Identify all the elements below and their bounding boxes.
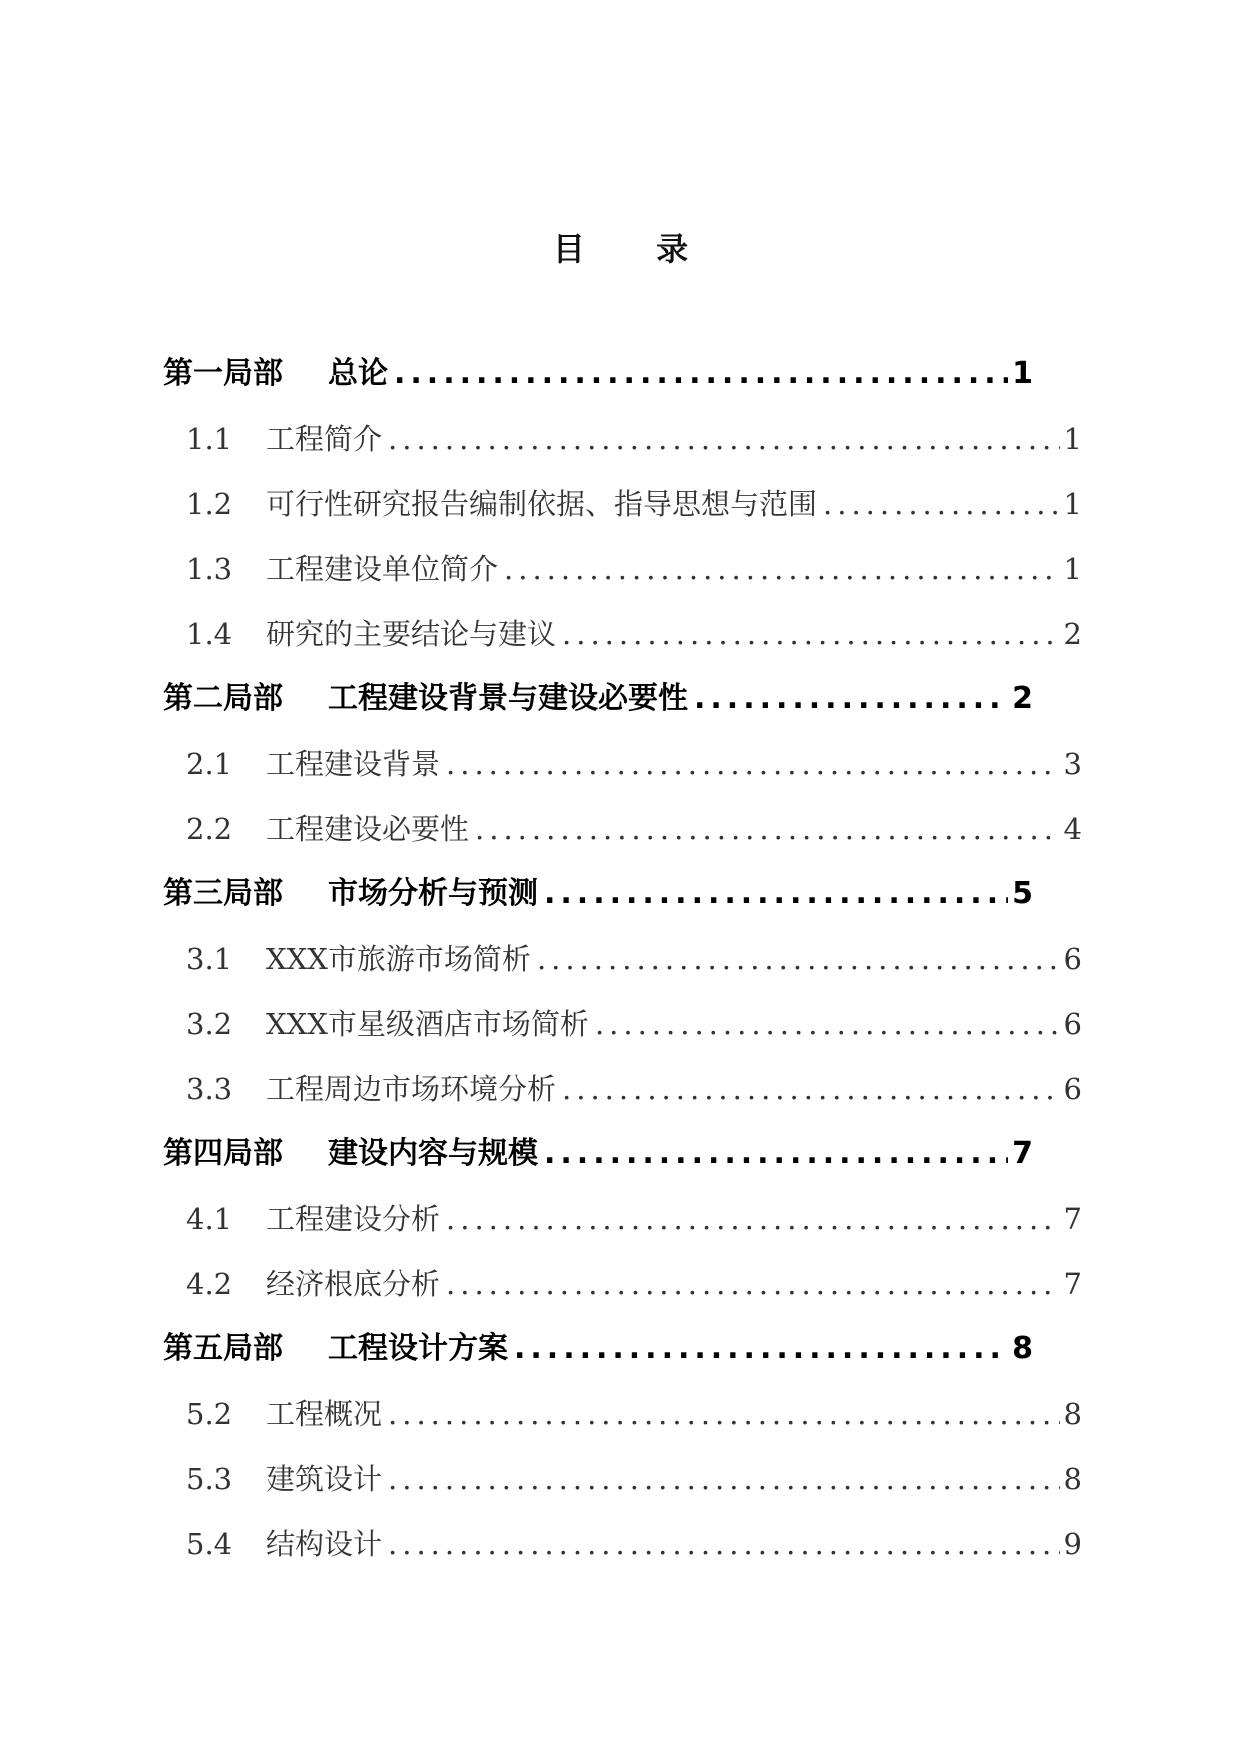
toc-entry-label: 工程建设单位简介 bbox=[266, 552, 499, 586]
toc-page-number: 1 bbox=[1063, 552, 1082, 586]
toc-page-number: 4 bbox=[1063, 812, 1082, 846]
toc-section-entry[interactable] bbox=[186, 1260, 1082, 1308]
toc-page-number: 8 bbox=[1012, 1331, 1033, 1366]
toc-dot-leader bbox=[537, 935, 1060, 983]
toc-dot-leader bbox=[388, 1520, 1060, 1568]
toc-page-number: 9 bbox=[1063, 1527, 1082, 1561]
toc-dot-leader bbox=[388, 1390, 1060, 1438]
toc-entry-number: 5.4 bbox=[186, 1527, 233, 1561]
toc-part-entry[interactable] bbox=[163, 350, 1033, 398]
toc-entry-number: 3.2 bbox=[186, 1007, 233, 1041]
toc-entry-number: 3.3 bbox=[186, 1072, 233, 1106]
toc-dot-leader bbox=[562, 610, 1060, 658]
toc-entry-label: 工程简介 bbox=[266, 422, 383, 456]
toc-dot-leader bbox=[388, 415, 1060, 463]
toc-dot-leader bbox=[514, 1325, 1008, 1373]
toc-page-number: 6 bbox=[1063, 1007, 1082, 1041]
toc-title: 目 录 bbox=[552, 230, 719, 268]
toc-entry-number: 4.2 bbox=[186, 1267, 233, 1301]
toc-entry-number: 5.2 bbox=[186, 1397, 233, 1431]
toc-entry-label: 结构设计 bbox=[266, 1527, 383, 1561]
toc-dot-leader bbox=[446, 1260, 1060, 1308]
toc-entry-label: 工程建设必要性 bbox=[266, 812, 470, 846]
toc-section-entry[interactable] bbox=[186, 935, 1082, 983]
toc-section-entry[interactable] bbox=[186, 1065, 1082, 1113]
toc-entry-label: 研究的主要结论与建议 bbox=[266, 617, 557, 651]
toc-entry-label: 工程概况 bbox=[266, 1397, 383, 1431]
toc-dot-leader bbox=[562, 1065, 1060, 1113]
toc-page-number: 2 bbox=[1063, 617, 1082, 651]
toc-page-number: 1 bbox=[1012, 356, 1033, 391]
toc-dot-leader bbox=[544, 1130, 1008, 1178]
toc-entry-number: 2.1 bbox=[186, 747, 233, 781]
toc-dot-leader bbox=[504, 545, 1060, 593]
toc-entry-label: XXX市星级酒店市场简析 bbox=[266, 1007, 589, 1041]
toc-dot-leader bbox=[694, 675, 1008, 723]
toc-entry-label: 工程设计方案 bbox=[328, 1331, 508, 1366]
toc-entry-number: 1.3 bbox=[186, 552, 233, 586]
toc-entry-label: 建设内容与规模 bbox=[328, 1136, 538, 1171]
toc-entry-label: 可行性研究报告编制依据、指导思想与范围 bbox=[266, 487, 818, 521]
toc-page-number: 6 bbox=[1063, 1072, 1082, 1106]
toc-dot-leader bbox=[475, 805, 1060, 853]
toc-page-number: 8 bbox=[1063, 1462, 1082, 1496]
toc-page-number: 1 bbox=[1063, 487, 1082, 521]
toc-entry-number: 第五局部 bbox=[163, 1331, 283, 1366]
toc-dot-leader bbox=[394, 350, 1008, 398]
toc-entry-number: 4.1 bbox=[186, 1202, 233, 1236]
toc-dot-leader bbox=[446, 740, 1060, 788]
toc-section-entry[interactable] bbox=[186, 480, 1082, 528]
toc-entry-number: 5.3 bbox=[186, 1462, 233, 1496]
toc-page-number: 8 bbox=[1063, 1397, 1082, 1431]
toc-page-number: 7 bbox=[1063, 1267, 1082, 1301]
toc-entry-number: 2.2 bbox=[186, 812, 233, 846]
toc-dot-leader bbox=[388, 1455, 1060, 1503]
toc-entry-label: 工程周边市场环境分析 bbox=[266, 1072, 557, 1106]
toc-part-entry[interactable] bbox=[163, 870, 1033, 918]
toc-dot-leader bbox=[595, 1000, 1060, 1048]
toc-section-entry[interactable] bbox=[186, 1195, 1082, 1243]
toc-dot-leader bbox=[544, 870, 1008, 918]
toc-entry-label: 总论 bbox=[328, 356, 388, 391]
toc-page-number: 5 bbox=[1012, 876, 1033, 911]
toc-section-entry[interactable] bbox=[186, 1000, 1082, 1048]
toc-entry-number: 第一局部 bbox=[163, 356, 283, 391]
toc-section-entry[interactable] bbox=[186, 805, 1082, 853]
toc-section-entry[interactable] bbox=[186, 740, 1082, 788]
toc-entry-number: 3.1 bbox=[186, 942, 233, 976]
toc-section-entry[interactable] bbox=[186, 610, 1082, 658]
toc-entry-label: 经济根底分析 bbox=[266, 1267, 441, 1301]
toc-entry-label: XXX市旅游市场简析 bbox=[266, 942, 531, 976]
toc-section-entry[interactable] bbox=[186, 1390, 1082, 1438]
toc-entry-number: 1.4 bbox=[186, 617, 233, 651]
toc-entry-label: 建筑设计 bbox=[266, 1462, 383, 1496]
toc-entry-number: 第四局部 bbox=[163, 1136, 283, 1171]
toc-section-entry[interactable] bbox=[186, 415, 1082, 463]
toc-dot-leader bbox=[446, 1195, 1060, 1243]
toc-entry-label: 工程建设分析 bbox=[266, 1202, 441, 1236]
toc-section-entry[interactable] bbox=[186, 545, 1082, 593]
toc-page-number: 6 bbox=[1063, 942, 1082, 976]
toc-page-number: 1 bbox=[1063, 422, 1082, 456]
toc-entry-label: 工程建设背景 bbox=[266, 747, 441, 781]
toc-part-entry[interactable] bbox=[163, 1325, 1033, 1373]
toc-part-entry[interactable] bbox=[163, 1130, 1033, 1178]
toc-entry-number: 1.1 bbox=[186, 422, 233, 456]
toc-section-entry[interactable] bbox=[186, 1455, 1082, 1503]
toc-page-number: 3 bbox=[1063, 747, 1082, 781]
toc-entry-number: 第三局部 bbox=[163, 876, 283, 911]
toc-entry-number: 第二局部 bbox=[163, 681, 283, 716]
toc-page-number: 2 bbox=[1012, 681, 1033, 716]
toc-page-number: 7 bbox=[1063, 1202, 1082, 1236]
toc-dot-leader bbox=[823, 480, 1060, 528]
toc-entry-number: 1.2 bbox=[186, 487, 233, 521]
toc-part-entry[interactable] bbox=[163, 675, 1033, 723]
toc-section-entry[interactable] bbox=[186, 1520, 1082, 1568]
toc-entry-label: 工程建设背景与建设必要性 bbox=[328, 681, 688, 716]
toc-page-number: 7 bbox=[1012, 1136, 1033, 1171]
toc-entry-label: 市场分析与预测 bbox=[328, 876, 538, 911]
